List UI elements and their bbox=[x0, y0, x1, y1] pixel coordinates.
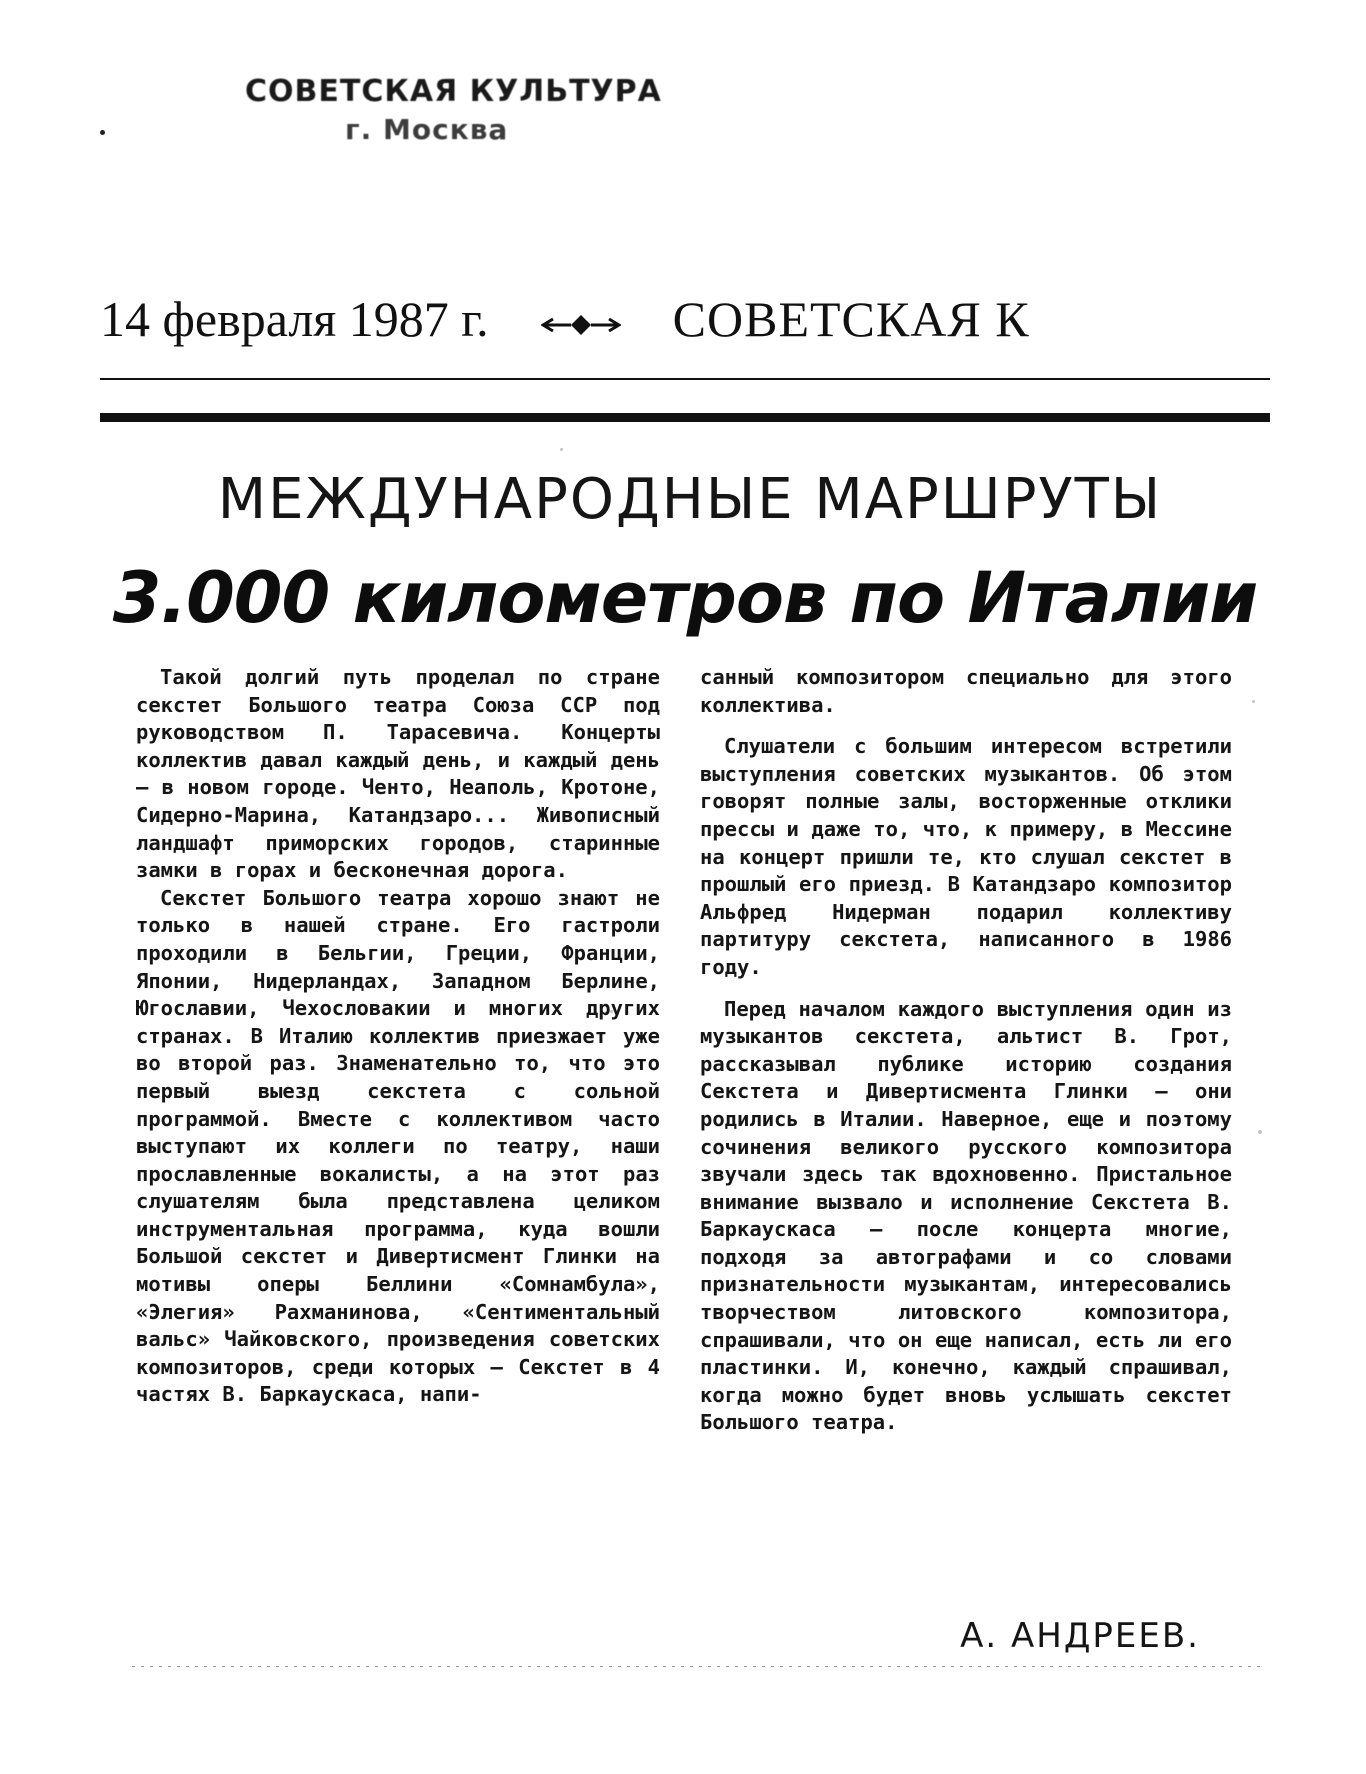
article-column-right bbox=[700, 664, 1232, 1437]
issue-date: 14 февраля 1987 г. bbox=[100, 291, 489, 347]
article-column-left bbox=[136, 664, 660, 1409]
stamp-publication: СОВЕТСКАЯ КУЛЬТУРА bbox=[245, 74, 662, 109]
header-rule-thick bbox=[100, 413, 1270, 422]
print-speckle bbox=[1258, 1130, 1262, 1134]
paragraph: Перед началом каждого выступления один из музыкантов секстета, альтист В. Грот, рассказывал публике историю создания Секстета и Дивертисмента Глинки — они родились в Италии. Наверное, еще и поэтому сочинения великого русского композитора звучали здесь так вдохновенно. Пристальное внимание вызвало и исполнение Секстета В. Баркаускаса — после концерта многие, подходя за автографами и со словами признательности музыкантам, интересовались творчеством литовского композитора, спрашивали, что он еще написал, есть ли его пластинки. И, конечно, каждый спрашивал, когда можно будет вновь услышать секстет Большого театра. bbox=[700, 996, 1232, 1435]
stamp-city: г. Москва bbox=[345, 113, 509, 146]
print-speckle bbox=[1252, 700, 1255, 703]
paragraph: Секстет Большого театра хорошо знают не только в нашей стране. Его гастроли проходили в Бельгии, Греции, Франции, Японии, Нидерландах, Западном Берлине, Югославии, Чехословакии и многих других странах. В Италию коллектив приезжает уже во второй раз. Знаменательно то, что это первый выезд секстета с сольной программой. Вместе с коллективом часто выступают их коллеги по театру, наши прославленные вокалисты, а на этот раз слушателям была представлена целиком инструментальная программа, куда вошли Большой секстет и Дивертисмент Глинки на мотивы оперы Беллини «Сомнамбула», «Элегия» Рахманинова, «Сентиментальный вальс» Чайковского, произведения советских композиторов, среди которых — Секстет в 4 частях В. Баркаускаса, напи- bbox=[136, 885, 660, 1407]
article-rubric: МЕЖДУНАРОДНЫЕ МАРШРУТЫ bbox=[217, 467, 1163, 532]
print-speckle bbox=[610, 1010, 613, 1013]
ornament-icon bbox=[541, 310, 621, 340]
paragraph: Такой долгий путь проделал по стране секстет Большого театра Союза ССР под руководством П. Тарасевича. Концерты коллектив давал каждый день, и каждый день — в новом городе. Ченто, Неаполь, Кротоне, Сидерно-Марина, Катандзаро... Живописный ландшафт приморских городов, старинные замки в горах и бесконечная дорога. bbox=[136, 665, 660, 883]
header-rule-thin bbox=[100, 378, 1270, 380]
issue-dateline bbox=[100, 284, 1270, 354]
ink-dot bbox=[100, 130, 105, 135]
clipping-edge bbox=[132, 1666, 1262, 1667]
article-headline: 3.000 километров по Италии bbox=[112, 557, 1258, 639]
paragraph: санный композитором специально для этого коллектива. bbox=[700, 665, 1232, 717]
print-speckle bbox=[560, 448, 563, 451]
newspaper-name: СОВЕТСКАЯ К bbox=[672, 291, 1030, 347]
article-author: А. АНДРЕЕВ. bbox=[960, 1616, 1200, 1656]
paragraph: Слушатели с большим интересом встретили выступления советских музыкантов. Об этом говорят полные залы, восторженные отклики прессы и даже то, что, к примеру, в Мессине на концерт пришли те, кто слушал секстет в прошлый его приезд. В Катандзаро композитор Альфред Нидерман подарил коллективу партитуру секстета, написанного в 1986 году. bbox=[700, 734, 1232, 979]
archive-stamp bbox=[245, 72, 665, 148]
